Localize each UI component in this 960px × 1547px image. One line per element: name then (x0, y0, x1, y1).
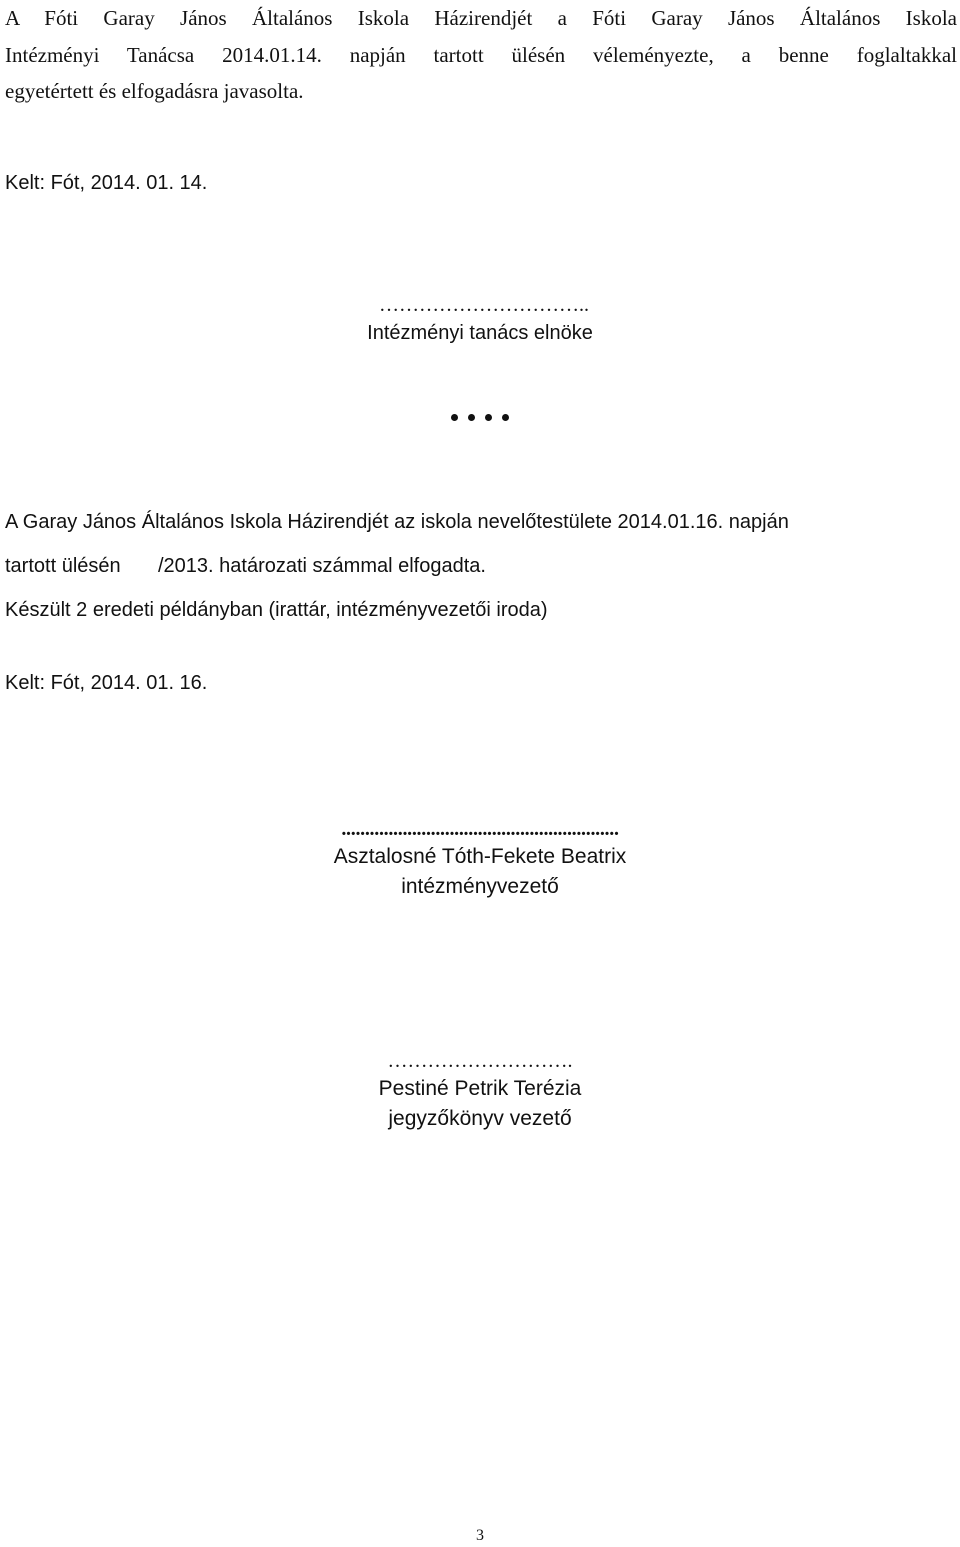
council-signature-title: Intézményi tanács elnöke (367, 322, 593, 344)
adoption-line-1: A Garay János Általános Iskola Házirendjét az iskola nevelőtestülete 2014.01.16. napján (5, 511, 789, 533)
bullet-icon (468, 414, 475, 421)
recorder-signature-dots: ………………………. (387, 1050, 573, 1072)
principal-name: Asztalosné Tóth-Fekete Beatrix (333, 845, 627, 868)
recorder-title: jegyzőkönyv vezető (388, 1107, 572, 1130)
adoption-line-2a: tartott ülésén (5, 555, 121, 577)
bullet-icon (485, 414, 492, 421)
intro-paragraph (5, 0, 957, 110)
bullet-icon (451, 414, 458, 421)
adoption-line-3: Készült 2 eredeti példányban (irattár, intézményvezetői iroda) (5, 599, 548, 621)
intro-line-1: A Fóti Garay János Általános Iskola Házirendjét a Fóti Garay János Általános Iskola (5, 6, 957, 30)
intro-line-3: egyetértett és elfogadásra javasolta. (5, 79, 304, 103)
recorder-name: Pestiné Petrik Terézia (378, 1077, 582, 1100)
adoption-line-2b: /2013. határozati számmal elfogadta. (158, 555, 486, 577)
principal-title: intézményvezető (401, 875, 559, 898)
separator-bullets (0, 408, 960, 428)
intro-line-2: Intézményi Tanácsa 2014.01.14. napján tartott ülésén véleményezte, a benne foglaltakkal (5, 42, 957, 67)
principal-signature-dots: ........................................................... (341, 818, 619, 840)
council-signature-dots: ………………………….. (379, 294, 589, 316)
adoption-date: Kelt: Fót, 2014. 01. 16. (5, 672, 208, 694)
bullet-icon (502, 414, 509, 421)
page-number: 3 (476, 1527, 484, 1544)
intro-date: Kelt: Fót, 2014. 01. 14. (5, 172, 208, 194)
